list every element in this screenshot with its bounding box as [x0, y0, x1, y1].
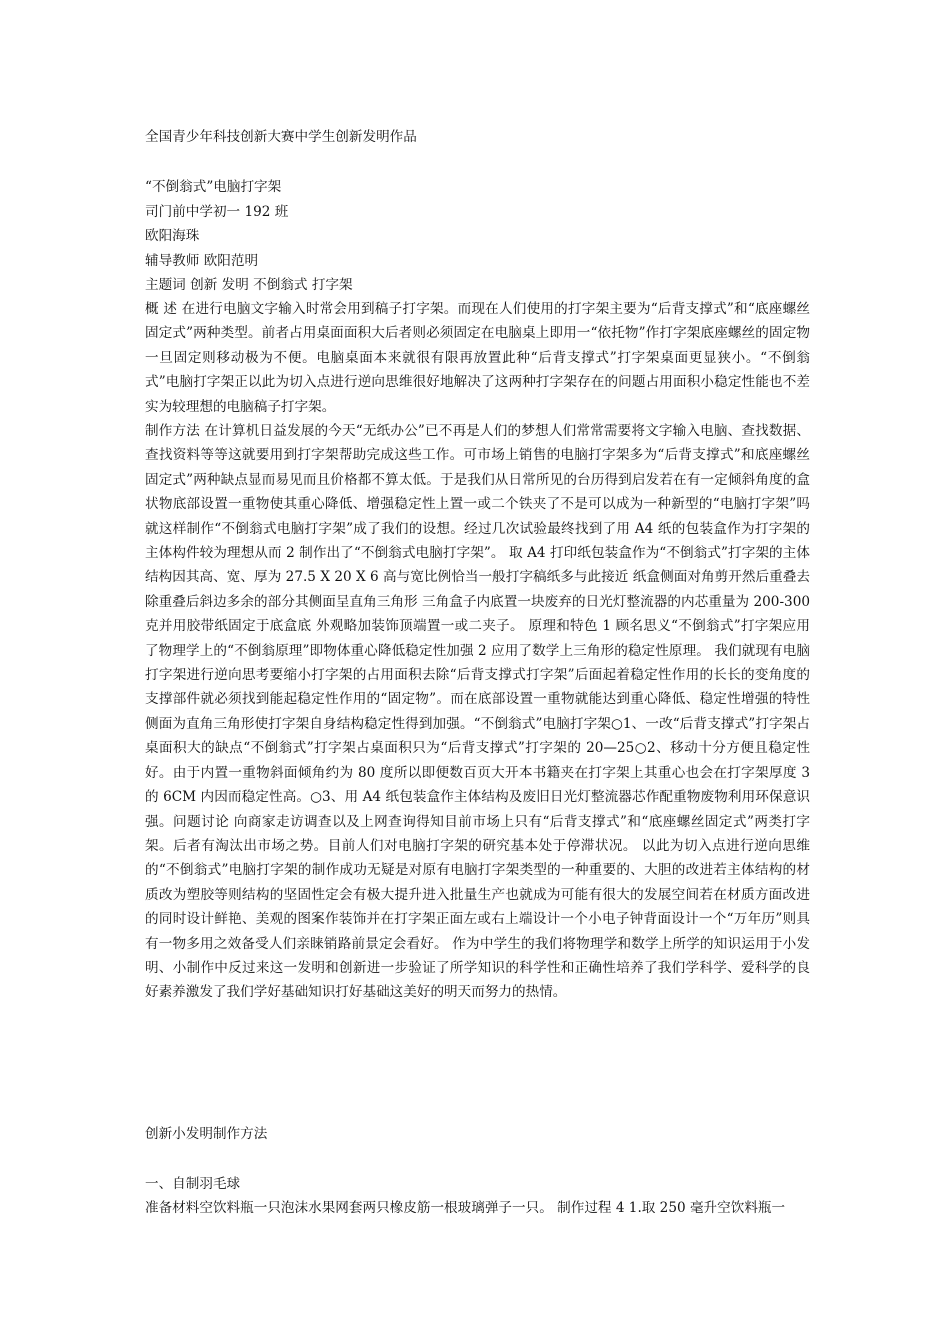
subsection-title: 一、自制羽毛球: [145, 1176, 241, 1192]
section-title: 创新小发明制作方法: [145, 1126, 268, 1142]
work-title: “不倒翁式”电脑打字架: [145, 179, 282, 195]
author-name: 欧阳海珠: [145, 228, 200, 244]
overview-paragraph: 概 述 在进行电脑文字输入时常会用到稿子打字架。而现在人们使用的打字架主要为“后背支撑式”和“底座螺丝固定式”两种类型。前者占用桌面面积大后者则必须固定在电脑桌上即用一“依托物”作打字架底座螺丝的固定物一旦固定则移动极为不便。电脑桌面本来就很有限再放置此种“后背支撑式”打字架桌面更显狭小。“不倒翁式”电脑打字架正以此为切入点进行逆向思维很好地解决了这两种打字架存在的问题占用面积小稳定性能也不差实为较理想的电脑稿子打字架。: [145, 301, 810, 415]
advisor-name: 辅导教师 欧阳范明: [145, 253, 259, 269]
school-class: 司门前中学初一 192 班: [145, 204, 289, 220]
keywords-line: 主题词 创新 发明 不倒翁式 打字架: [145, 277, 353, 293]
materials-line: 准备材料空饮料瓶一只泡沫水果网套两只橡皮筋一根玻璃弹子一只。 制作过程 4 1.取 250 毫升空饮料瓶一: [145, 1200, 786, 1216]
competition-title: 全国青少年科技创新大赛中学生创新发明作品: [145, 129, 417, 145]
method-paragraph: 制作方法 在计算机日益发展的今天“无纸办公”已不再是人们的梦想人们常常需要将文字输入电脑、查找数据、查找资料等等这就要用到打字架帮助完成这些工作。可市场上销售的电脑打字架多为“后背支撑式”和底座螺丝固定式”两种缺点显而易见而且价格都不算太低。于是我们从日常所见的台历得到启发若在有一定倾斜角度的盒状物底部设置一重物使其重心降低、增强稳定性上置一或二个铁夹了不是可以成为一种新型的“电脑打字架”吗就这样制作“不倒翁式电脑打字架”成了我们的设想。经过几次试验最终找到了用 A4 纸的包装盒作为打字架的主体构件较为理想从而 2 制作出了“不倒翁式电脑打字架”。 取 A4 打印纸包装盒作为“不倒翁式”打字架的主体结构因其高、宽、厚为 27.5 X 20 X 6 高与宽比例恰当一般打字稿纸多与此接近 纸盒侧面对角剪开然后重叠去除重叠后斜边多余的部分其侧面呈直角三角形 三角盒子内底置一块废弃的日光灯整流器的内芯重量为 200-300 克并用胶带纸固定于底盒底 外观略加装饰顶端置一或二夹子。 原理和特色 1 顾名思义“不倒翁式”打字架应用了物理学上的“不倒翁原理”即物体重心降低稳定性加强 2 应用了数学上三角形的稳定性原理。 我们就现有电脑打字架进行逆向思考要缩小打字架的占用面积去除“后背支撑式打字架”后面起着稳定性作用的长长的变角度的支撑部件就必须找到能起稳定性作用的“固定物”。而在底部设置一重物就能达到重心降低、稳定性增强的特性侧面为直角三角形使打字架自身结构稳定性得到加强。“不倒翁式”电脑打字架○1、一改“后背支撑式”打字架占桌面积大的缺点“不倒翁式”打字架占桌面积只为“后背支撑式”打字架的 20—25○2、移动十分方便且稳定性好。由于内置一重物斜面倾角约为 80 度所以即便数百页大开本书籍夹在打字架上其重心也会在打字架厚度 3 的 6CM 内因而稳定性高。○3、用 A4 纸包装盒作主体结构及废旧日光灯整流器芯作配重物废物利用环保意识强。问题讨论 向商家走访调查以及上网查询得知目前市场上只有“后背支撑式”和“底座螺丝固定式”两类打字架。后者有淘汰出市场之势。目前人们对电脑打字架的研究基本处于停滞状况。 以此为切入点进行逆向思维的“不倒翁式”电脑打字架的制作成功无疑是对原有电脑打字架类型的一种重要的、大胆的改进若主体结构的材质改为塑胶等则结构的坚固性定会有极大提升进入批量生产也就成为可能有很大的发展空间若在材质方面改进的同时设计鲜艳、美观的图案作装饰并在打字架正面左或右上端设计一个小电子钟背面设计一个“万年历”则具有一物多用之效备受人们亲睐销路前景定会看好。 作为中学生的我们将物理学和数学上所学的知识运用于小发明、小制作中反过来这一发明和创新进一步验证了所学知识的科学性和正确性培养了我们学科学、爱科学的良好素养激发了我们学好基础知识打好基础这美好的明天而努力的热情。: [145, 423, 810, 1001]
